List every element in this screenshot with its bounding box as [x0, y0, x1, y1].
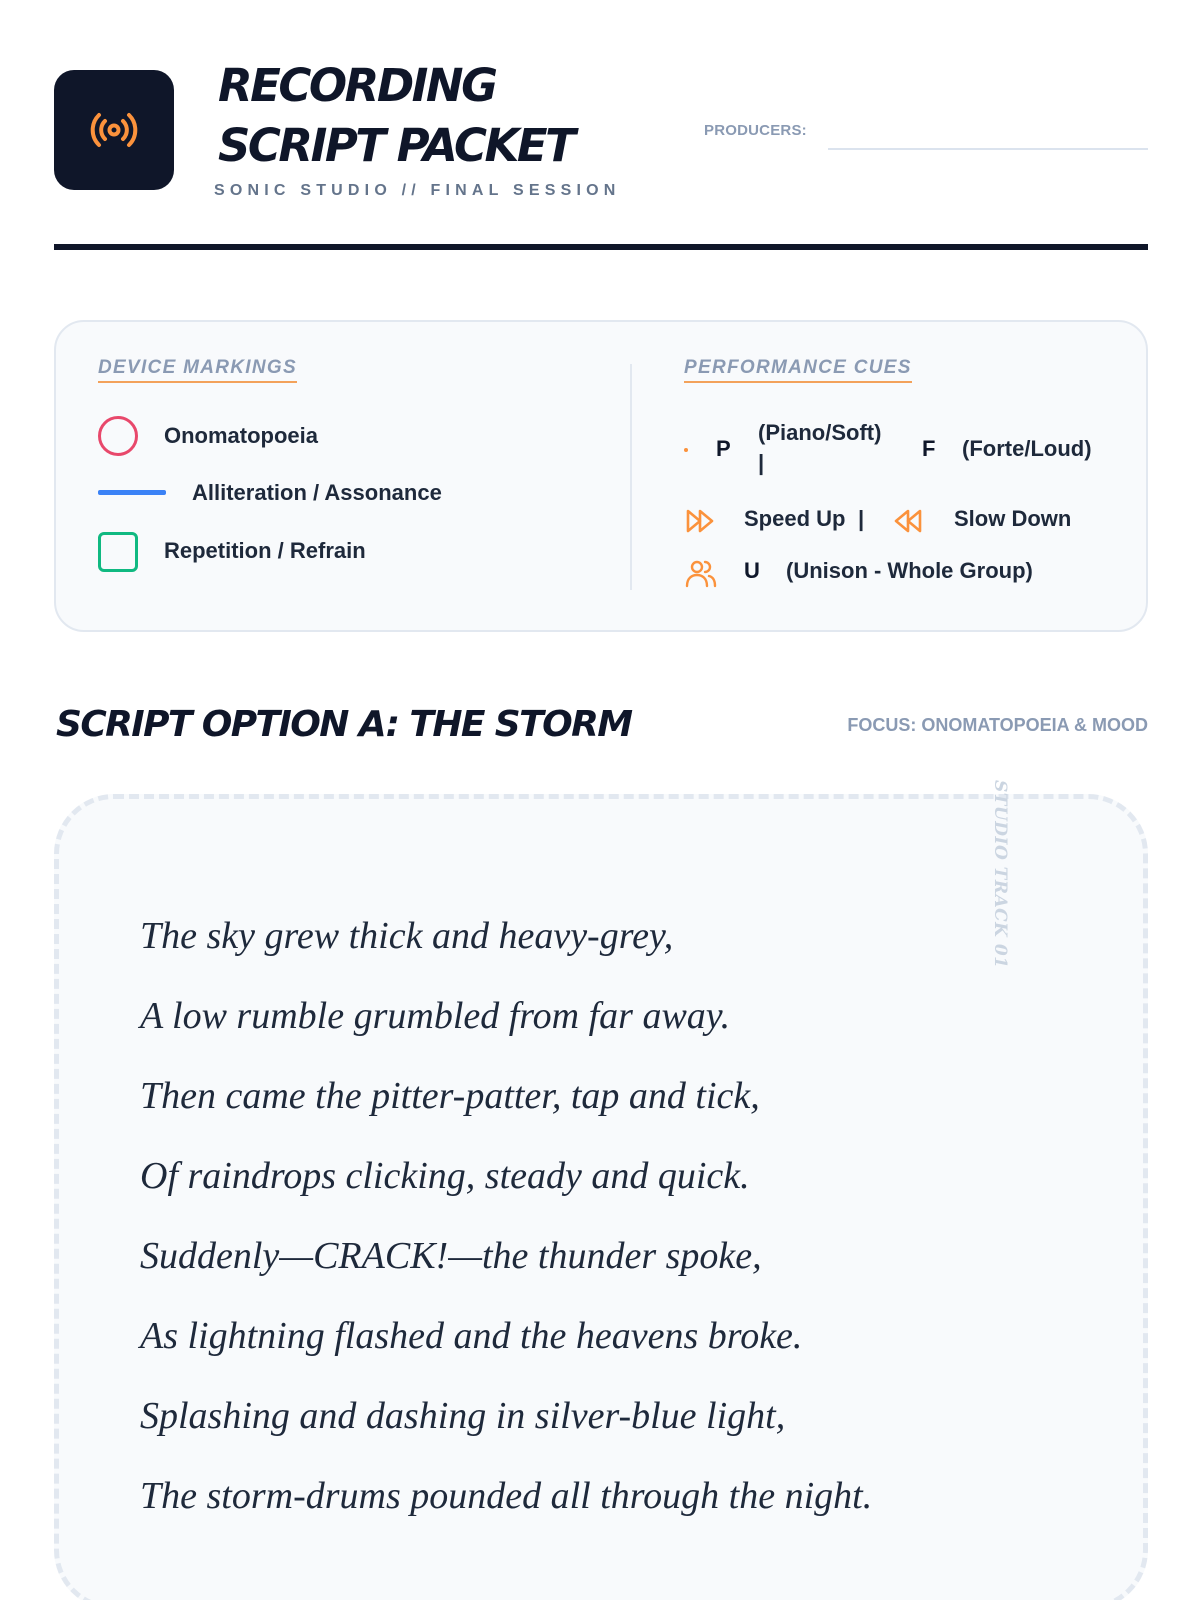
piano-separator: | — [758, 450, 765, 475]
page-subtitle: SONIC STUDIO // FINAL SESSION — [214, 182, 621, 199]
forte-letter: F — [922, 436, 936, 461]
device-markings-heading: DEVICE MARKINGS — [98, 356, 297, 383]
piano-letter: P — [716, 436, 731, 461]
slow-down-label: Slow Down — [954, 506, 1072, 531]
group-users-icon — [684, 556, 718, 590]
poem-line: Then came the pitter-patter, tap and tick, — [140, 1075, 760, 1117]
repetition-square-marker — [98, 532, 138, 572]
rewind-icon — [890, 504, 924, 538]
track-label: STUDIO TRACK 01 — [990, 780, 1010, 969]
poem-line: The sky grew thick and heavy-grey, — [140, 915, 674, 957]
legend-panel — [54, 320, 1148, 632]
title-line-2: SCRIPT PACKET — [218, 119, 574, 172]
title-line-1: RECORDING — [218, 59, 496, 112]
legend-divider — [630, 364, 632, 590]
unison-label: (Unison - Whole Group) — [786, 558, 1033, 583]
unison-letter: U — [744, 558, 760, 583]
fast-forward-icon — [684, 504, 718, 538]
poem-text — [140, 896, 872, 1536]
script-option-title: SCRIPT OPTION A: THE STORM — [56, 704, 632, 745]
performance-cues-heading: PERFORMANCE CUES — [684, 356, 912, 383]
focus-label: FOCUS: ONOMATOPOEIA & MOOD — [847, 715, 1148, 735]
poem-line: Splashing and dashing in silver-blue light, — [140, 1395, 786, 1437]
page-header — [54, 56, 1146, 206]
poem-line: Suddenly—CRACK!—the thunder spoke, — [140, 1235, 762, 1277]
onomatopoeia-circle-marker — [98, 416, 138, 456]
speed-separator: | — [858, 506, 865, 531]
header-divider — [54, 244, 1148, 250]
poem-line: The storm-drums pounded all through the night. — [140, 1475, 873, 1517]
speed-up-label: Speed Up — [744, 506, 846, 531]
piano-label: (Piano/Soft) — [758, 420, 882, 445]
broadcast-icon — [86, 102, 142, 158]
poem-line: A low rumble grumbled from far away. — [140, 995, 731, 1037]
producers-label: PRODUCERS: — [704, 122, 807, 139]
device-label-onomatopoeia: Onomatopoeia — [164, 423, 319, 448]
alliteration-line-marker — [98, 490, 166, 495]
forte-label: (Forte/Loud) — [962, 436, 1092, 461]
logo — [54, 70, 174, 190]
poem-line: Of raindrops clicking, steady and quick. — [140, 1155, 750, 1197]
soft-dot-icon — [684, 448, 688, 452]
device-label-repetition: Repetition / Refrain — [164, 538, 366, 563]
producers-field[interactable] — [828, 148, 1148, 150]
page-title — [218, 56, 573, 176]
poem-line: As lightning flashed and the heavens broke. — [140, 1315, 803, 1357]
device-label-alliteration: Alliteration / Assonance — [192, 480, 442, 505]
